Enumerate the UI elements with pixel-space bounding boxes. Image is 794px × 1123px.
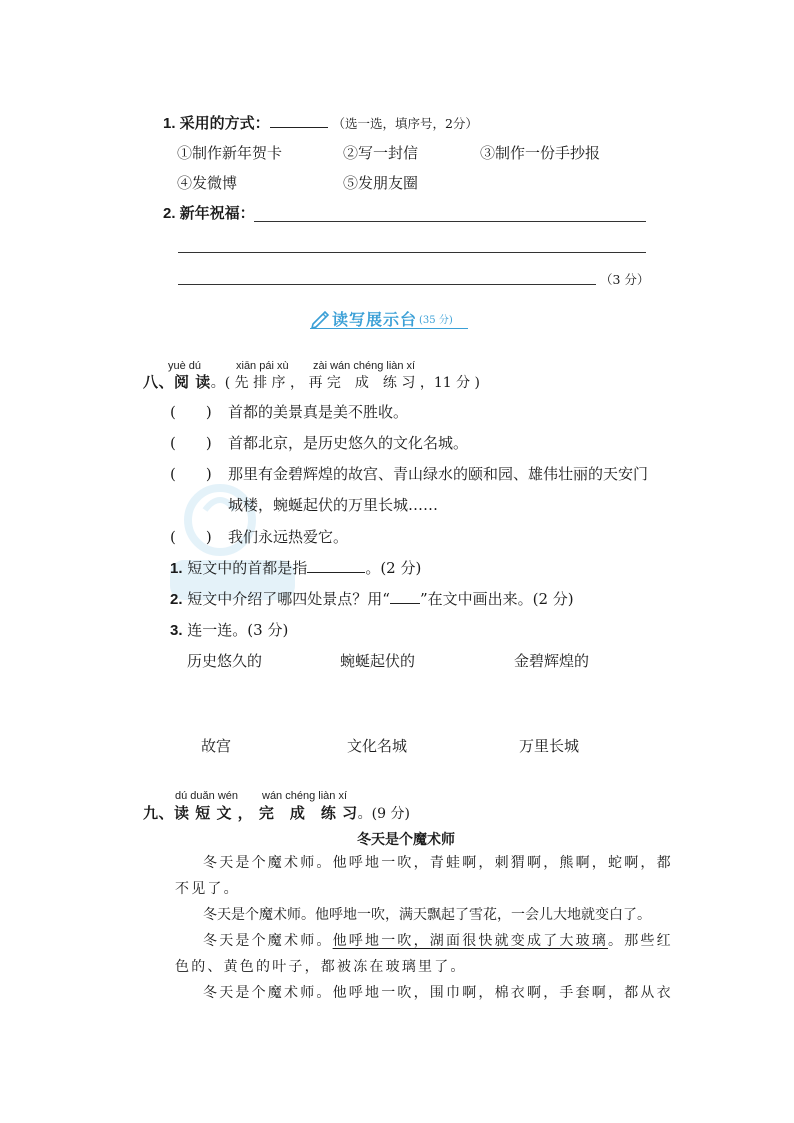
s8-q1-blank[interactable] [307, 558, 365, 573]
passage-p4: 冬天是个魔术师。他呼地一吹，围巾啊，棉衣啊，手套啊，都从衣 [203, 985, 673, 1001]
s8-q1 [170, 558, 421, 579]
passage-title: 冬天是个魔术师 [357, 832, 455, 848]
order-blank-3[interactable]: ( ) [170, 465, 212, 483]
q1-note: （选一选，填序号，2分） [332, 116, 478, 131]
s8-q1-num: 1. [170, 560, 183, 577]
passage-p3-underlined: 他呼地一吹，湖面很快就变成了大玻璃 [332, 933, 609, 949]
q2-answer-line-2[interactable] [178, 252, 646, 253]
s8-q3-text: 连一连。(3 分) [187, 621, 289, 639]
q1-line [163, 113, 478, 134]
s8-q1-text-b: 。(2 分) [365, 559, 422, 577]
sentence-2: 首都北京，是历史悠久的文化名城。 [228, 434, 469, 452]
match-bottom-2[interactable]: 文化名城 [347, 737, 408, 755]
passage-p1b: 不见了。 [175, 881, 240, 897]
pinyin-zaiwancheng: zài wán chéng liàn xí [313, 360, 416, 372]
pinyin-xianpaixu: xiān pái xù [236, 360, 289, 372]
q1-label: 1. 采用的方式： [163, 115, 270, 132]
order-blank-2[interactable]: ( ) [170, 434, 212, 452]
q1-answer-blank[interactable] [270, 113, 328, 128]
s8-q3 [170, 620, 288, 641]
s8-q2 [170, 589, 574, 610]
match-bottom-3[interactable]: 万里长城 [519, 737, 580, 755]
match-top-1[interactable]: 历史悠久的 [187, 652, 263, 670]
passage-p3b: 色的、黄色的叶子，都被冻在玻璃里了。 [175, 959, 467, 975]
q2-answer-line-3[interactable] [178, 284, 596, 285]
order-blank-1[interactable]: ( ) [170, 403, 212, 421]
passage-p3a [203, 931, 673, 951]
passage-p3-post: 。那些红 [608, 933, 673, 949]
section9-score: 。(9 分) [357, 806, 410, 822]
banner-underline [310, 328, 468, 329]
section9-heading [143, 803, 410, 824]
q1-option-4: ④发微博 [177, 174, 238, 192]
banner-title: 读写展示台 [332, 309, 418, 329]
section8-instruction: 。( 先 排 序 ， 再 完 成 练 习 ，11 分 ) [210, 375, 480, 391]
section8-heading [143, 372, 480, 393]
pinyin-duduanwen: dú duǎn wén [175, 790, 238, 802]
q1-option-2: ②写一封信 [343, 144, 419, 162]
sentence-4: 我们永远热爱它。 [228, 528, 349, 546]
section9-prefix: 九、 [143, 804, 175, 822]
section9-title: 读 短 文 ， 完 成 练 习 [174, 804, 358, 822]
s8-q2-underline-sample [390, 589, 420, 604]
q2-score: （3 分） [600, 272, 650, 287]
s8-q2-text-a: 短文中介绍了哪四处景点？用“ [187, 590, 390, 608]
pinyin-wanchenglianxi: wán chéng liàn xí [262, 790, 347, 802]
match-bottom-1[interactable]: 故宫 [201, 737, 232, 755]
q1-option-3: ③制作一份手抄报 [480, 144, 601, 162]
q1-option-5: ⑤发朋友圈 [343, 174, 419, 192]
q1-option-1: ①制作新年贺卡 [177, 144, 283, 162]
s8-q1-text-a: 短文中的首都是指 [187, 559, 308, 577]
section8-title: 阅 读 [174, 373, 211, 391]
pinyin-yuedu: yuè dú [168, 360, 202, 372]
passage-p1a: 冬天是个魔术师。他呼地一吹，青蛙啊，刺猬啊，熊啊，蛇啊，都 [203, 855, 673, 871]
passage-p3-pre: 冬天是个魔术师。 [203, 933, 333, 949]
s8-q2-text-b: ”在文中画出来。(2 分) [419, 590, 574, 608]
section8-prefix: 八、 [143, 373, 175, 391]
sentence-3a: 那里有金碧辉煌的故宫、青山绿水的颐和园、雄伟壮丽的天安门 [228, 465, 649, 483]
pencil-icon [310, 307, 332, 329]
s8-q3-num: 3. [170, 622, 183, 639]
q2-label: 2. 新年祝福： [163, 205, 255, 222]
q2-answer-line-1[interactable] [254, 221, 646, 222]
sentence-3b: 城楼，蜿蜒起伏的万里长城…… [228, 496, 439, 514]
s8-q2-num: 2. [170, 591, 183, 608]
match-top-2[interactable]: 蜿蜒起伏的 [340, 652, 416, 670]
match-top-3[interactable]: 金碧辉煌的 [514, 652, 590, 670]
sentence-1: 首都的美景真是美不胜收。 [228, 403, 409, 421]
order-blank-4[interactable]: ( ) [170, 528, 212, 546]
passage-p2: 冬天是个魔术师。他呼地一吹，满天飘起了雪花，一会儿大地就变白了。 [203, 907, 651, 923]
banner-score: (35 分) [419, 314, 453, 326]
